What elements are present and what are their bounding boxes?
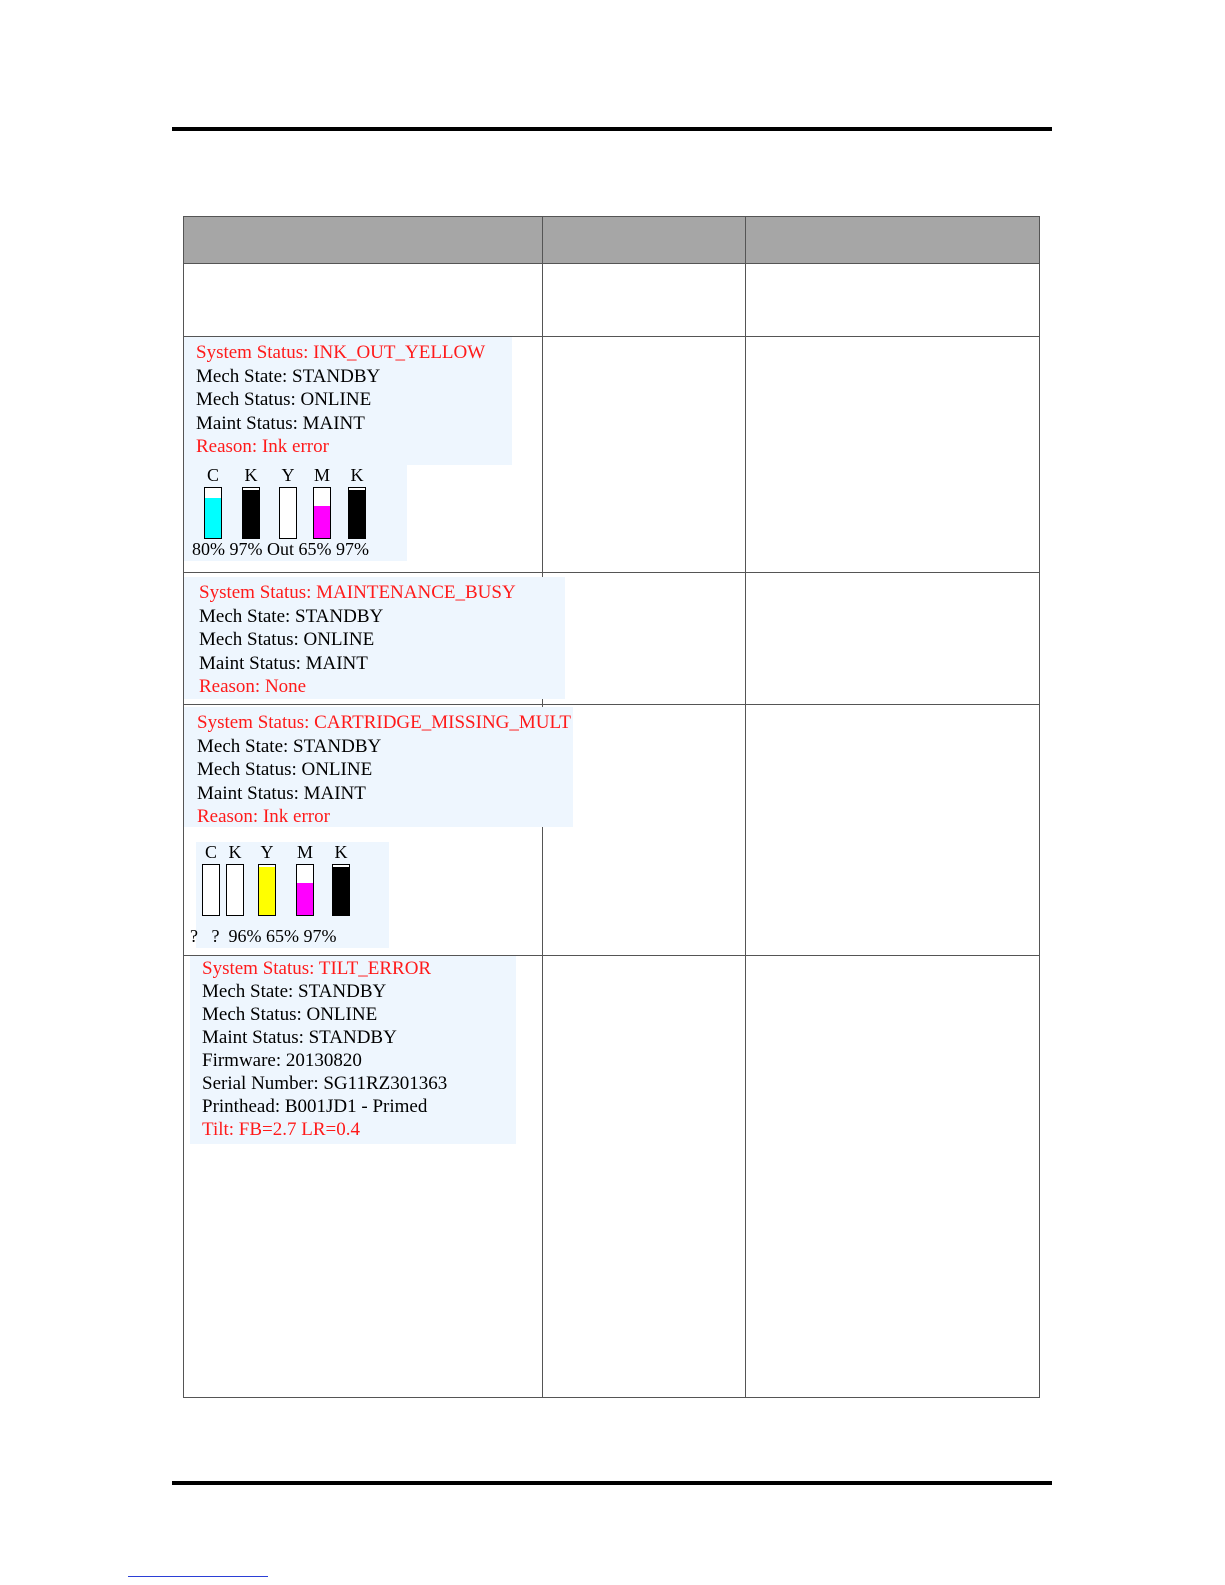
ink-level-fill	[297, 883, 313, 916]
footer-link-underline	[128, 1576, 268, 1577]
status-line: Maint Status: MAINT	[196, 412, 365, 434]
ink-cartridge-tank	[204, 487, 222, 539]
status-line: Maint Status: MAINT	[199, 652, 368, 674]
ink-cartridge-tank	[202, 864, 220, 916]
ink-level-fill	[349, 490, 365, 539]
ink-level-panel	[184, 465, 407, 561]
table-header-row	[184, 217, 1040, 264]
ink-cartridge-tank	[258, 864, 276, 916]
status-table	[183, 216, 1040, 1398]
ink-cartridge-tank	[313, 487, 331, 539]
status-line: Mech State: STANDBY	[202, 981, 387, 1003]
table-row	[184, 572, 1040, 704]
table-row	[184, 337, 1040, 573]
status-line: Mech State: STANDBY	[196, 365, 381, 387]
status-panel	[184, 337, 512, 465]
table-row	[184, 705, 1040, 956]
ink-levels-caption: ? ? 96% 65% 97%	[190, 926, 337, 947]
status-line: System Status: MAINTENANCE_BUSY	[199, 581, 516, 603]
table-cell	[543, 956, 746, 1398]
ink-level-panel	[190, 842, 389, 948]
status-line: Firmware: 20130820	[202, 1049, 362, 1071]
table-cell	[746, 956, 1040, 1398]
table-cell	[543, 337, 746, 573]
table-cell	[184, 264, 543, 337]
column-header-1	[184, 217, 543, 264]
ink-level-fill	[333, 867, 349, 916]
table-row	[184, 956, 1040, 1398]
table-row-empty	[184, 264, 1040, 337]
table-cell	[746, 337, 1040, 573]
header-rule	[172, 127, 1052, 131]
ink-cartridge-label: K	[228, 842, 242, 863]
status-line: System Status: TILT_ERROR	[202, 958, 432, 980]
status-line: Maint Status: MAINT	[197, 782, 366, 804]
table-cell	[746, 572, 1040, 704]
status-line: Mech Status: ONLINE	[202, 1004, 378, 1026]
ink-cartridge-tank	[332, 864, 350, 916]
status-line: Tilt: FB=2.7 LR=0.4	[202, 1118, 361, 1140]
ink-cartridge-label: M	[313, 465, 330, 485]
ink-cartridge-label: Y	[281, 465, 295, 485]
status-panel	[184, 577, 565, 699]
status-line: Maint Status: STANDBY	[202, 1026, 397, 1048]
table-cell	[746, 264, 1040, 337]
ink-cartridge-tank	[226, 864, 244, 916]
status-line: System Status: INK_OUT_YELLOW	[196, 342, 486, 363]
status-line: System Status: CARTRIDGE_MISSING_MULT	[197, 712, 571, 734]
table-cell	[543, 572, 746, 704]
column-header-2	[543, 217, 746, 264]
ink-level-fill	[243, 490, 259, 539]
table-cell	[746, 705, 1040, 956]
ink-cartridge-tank	[296, 864, 314, 916]
ink-cartridge-label: C	[206, 465, 219, 485]
ink-cartridge-label: K	[244, 465, 258, 485]
status-line: Mech Status: ONLINE	[197, 759, 373, 781]
ink-cartridge-label: K	[334, 842, 348, 863]
ink-cartridge-label: K	[350, 465, 364, 485]
status-line: Mech State: STANDBY	[199, 605, 384, 627]
status-line: Reason: Ink error	[196, 436, 329, 458]
ink-level-fill	[314, 506, 330, 539]
ink-cartridge-label: C	[204, 842, 217, 863]
status-line: Printhead: B001JD1 - Primed	[202, 1095, 428, 1117]
ink-level-fill	[205, 498, 221, 538]
column-header-3	[746, 217, 1040, 264]
ink-cartridge-tank	[279, 487, 297, 539]
ink-cartridge-label: Y	[260, 842, 274, 863]
table-cell	[184, 337, 543, 573]
status-line: Serial Number: SG11RZ301363	[202, 1072, 448, 1094]
ink-cartridge-tank	[348, 487, 366, 539]
status-panel	[184, 707, 573, 827]
status-line: Reason: Ink error	[197, 806, 330, 828]
footer-rule	[172, 1481, 1052, 1485]
ink-cartridge-tank	[242, 487, 260, 539]
status-line: Reason: None	[199, 676, 307, 698]
ink-level-fill	[259, 867, 275, 915]
ink-cartridge-label: M	[296, 842, 313, 863]
status-line: Mech Status: ONLINE	[199, 629, 375, 651]
table-cell	[184, 956, 543, 1398]
status-panel	[190, 956, 516, 1144]
status-line: Mech Status: ONLINE	[196, 389, 372, 411]
table-cell	[184, 572, 543, 704]
table-cell	[184, 705, 571, 956]
ink-levels-caption: 80% 97% Out 65% 97%	[192, 539, 369, 559]
status-line: Mech State: STANDBY	[197, 735, 382, 757]
table-cell	[543, 264, 746, 337]
